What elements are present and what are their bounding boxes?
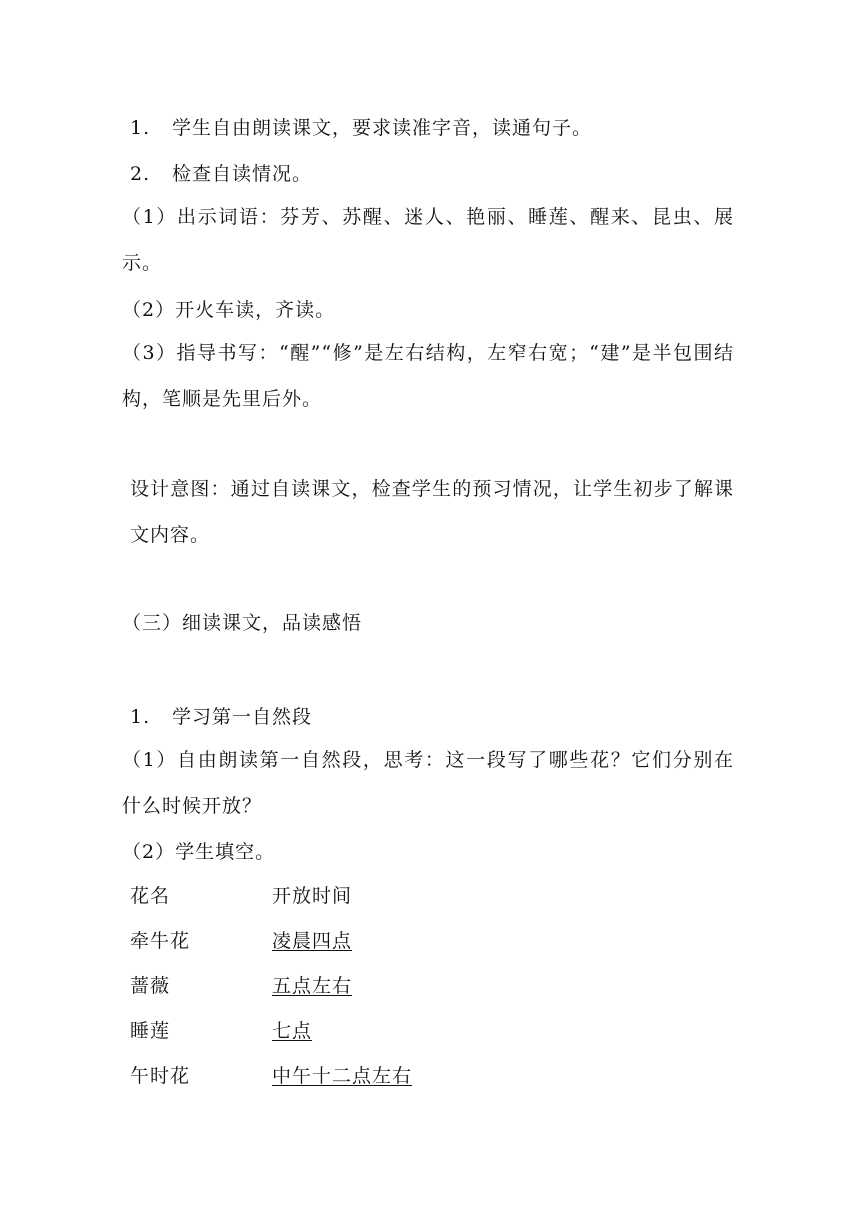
table-row-time: 凌晨四点 [272, 930, 353, 952]
table-row-time: 七点 [272, 1020, 313, 1042]
table-header-name: 花名 [130, 885, 171, 907]
table-row-time: 五点左右 [272, 975, 353, 997]
sub-item-think-question: （1）自由朗读第一自然段，思考：这一段写了哪些花？它们分别在什么时候开放？ [122, 749, 734, 817]
sub-item-train-reading: （2）开火车读，齐读。 [122, 299, 336, 321]
table-row-name: 睡莲 [130, 1020, 171, 1042]
step-2-text: 检查自读情况。 [172, 163, 313, 185]
table-row-name: 午时花 [130, 1065, 191, 1087]
sub-item-writing-guide: （3）指导书写：“醒”“修”是左右结构，左窄右宽；“建”是半包围结构，笔顺是先里后外。 [122, 342, 734, 410]
step-2-line [130, 161, 312, 187]
table-header-time: 开放时间 [272, 885, 353, 907]
sub-item-fill-blank: （2）学生填空。 [122, 841, 276, 863]
section-3-step-1-line [130, 704, 312, 730]
table-row-time: 中午十二点左右 [272, 1065, 413, 1087]
table-row-name: 蔷薇 [130, 975, 171, 997]
design-intent-paragraph: 设计意图：通过自读课文，检查学生的预习情况，让学生初步了解课文内容。 [130, 478, 734, 546]
sub-item-vocabulary: （1）出示词语：芬芳、苏醒、迷人、艳丽、睡莲、醒来、昆虫、展示。 [122, 206, 734, 274]
section-3-step-1-number: 1. [130, 706, 151, 728]
step-1-number: 1. [130, 117, 151, 139]
step-1-text: 学生自由朗读课文，要求读准字音，读通句子。 [172, 117, 593, 139]
step-1-line [130, 115, 592, 141]
section-3-heading: （三）细读课文，品读感悟 [122, 612, 363, 634]
step-2-number: 2. [130, 163, 151, 185]
table-row-name: 牵牛花 [130, 930, 191, 952]
section-3-step-1-text: 学习第一自然段 [172, 706, 313, 728]
